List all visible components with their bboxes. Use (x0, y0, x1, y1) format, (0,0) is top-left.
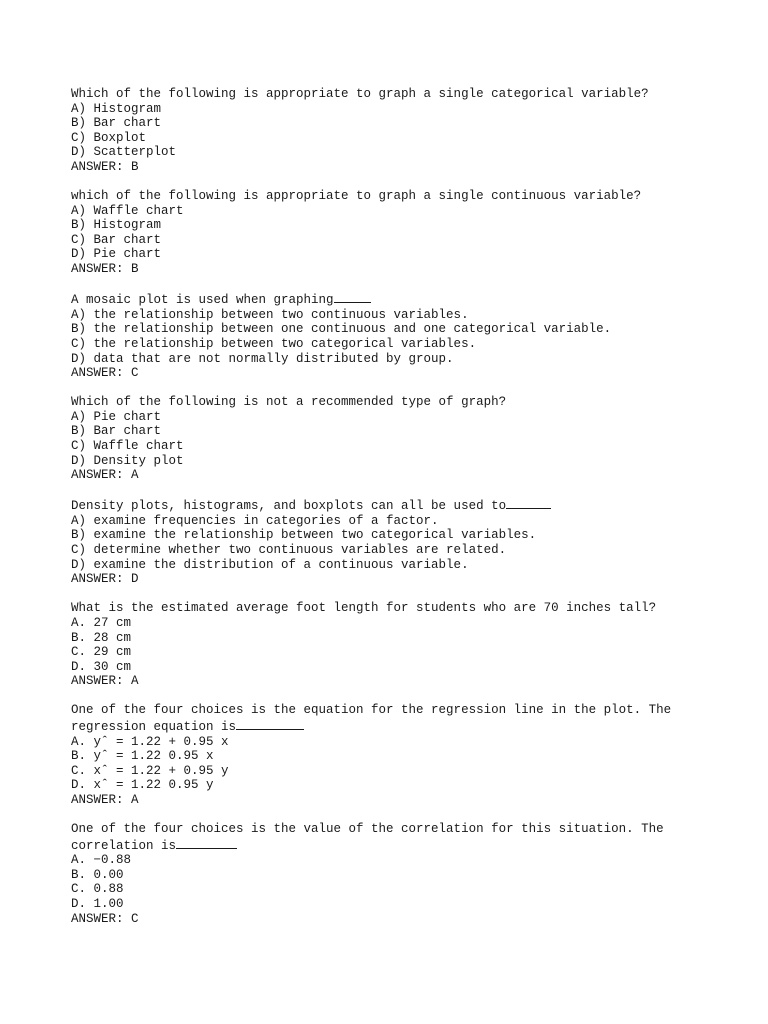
question-3 (71, 291, 711, 381)
answer-option: B) Bar chart (71, 424, 162, 439)
answer-key: ANSWER: A (71, 792, 139, 807)
answer-option: B) the relationship between one continuous and one categorical variable. (71, 322, 612, 337)
answer-option: C) determine whether two continuous variables are related. (71, 543, 507, 558)
answer-option: A. −0.88 (71, 853, 132, 868)
answer-option: A. yˆ = 1.22 + 0.95 x (71, 734, 229, 749)
answer-option: A) Histogram (71, 101, 162, 116)
quiz-content (71, 87, 711, 941)
answer-option: B. yˆ = 1.22 0.95 x (71, 749, 214, 764)
answer-option: A) the relationship between two continuous variables. (71, 307, 469, 322)
answer-key: ANSWER: B (71, 159, 139, 174)
answer-option: C) Boxplot (71, 130, 147, 145)
answer-option: D) examine the distribution of a continuous variable. (71, 557, 469, 572)
answer-option: C) Waffle chart (71, 438, 184, 453)
answer-key: ANSWER: B (71, 262, 139, 277)
answer-option: B) examine the relationship between two categorical variables. (71, 528, 537, 543)
answer-option: B) Bar chart (71, 116, 162, 131)
question-prompt-line (71, 291, 711, 308)
fill-in-blank (506, 497, 551, 509)
answer-option: A. 27 cm (71, 615, 132, 630)
question-prompt: correlation is (71, 838, 177, 853)
answer-option: D. 30 cm (71, 659, 132, 674)
question-8 (71, 822, 711, 926)
answer-option: D) Density plot (71, 453, 184, 468)
fill-in-blank (176, 837, 237, 849)
question-7 (71, 703, 711, 807)
answer-option: A) Waffle chart (71, 203, 184, 218)
fill-in-blank (334, 291, 371, 303)
answer-key: ANSWER: C (71, 911, 139, 926)
answer-option: D. 1.00 (71, 897, 124, 911)
answer-option: D. xˆ = 1.22 0.95 y (71, 778, 214, 793)
question-5 (71, 497, 711, 587)
question-prompt: What is the estimated average foot length for students who are 70 inches tall? (71, 601, 657, 616)
question-1 (71, 87, 711, 175)
question-prompt: which of the following is appropriate to graph a single continuous variable? (71, 189, 642, 204)
question-prompt: A mosaic plot is used when graphing (71, 293, 334, 308)
answer-option: C. 0.88 (71, 882, 124, 897)
answer-option: C) the relationship between two categorical variables. (71, 336, 477, 351)
question-prompt: Density plots, histograms, and boxplots can all be used to (71, 499, 507, 514)
question-prompt: One of the four choices is the equation for the regression line in the plot. The (71, 703, 672, 718)
answer-key: ANSWER: C (71, 366, 139, 381)
answer-option: B) Histogram (71, 218, 162, 233)
answer-key: ANSWER: A (71, 674, 139, 689)
answer-key: ANSWER: D (71, 572, 139, 587)
question-prompt: Which of the following is appropriate to graph a single categorical variable? (71, 87, 649, 101)
answer-option: D) Scatterplot (71, 145, 177, 160)
answer-option: C. 29 cm (71, 645, 132, 660)
answer-option: A) Pie chart (71, 409, 162, 424)
question-2 (71, 189, 711, 277)
answer-option: C. xˆ = 1.22 + 0.95 y (71, 763, 229, 778)
question-prompt-line (71, 837, 711, 854)
question-6 (71, 601, 711, 689)
answer-option: D) data that are not normally distributed by group. (71, 351, 454, 366)
answer-option: A) examine frequencies in categories of a factor. (71, 513, 439, 528)
question-prompt-line (71, 497, 711, 514)
answer-option: D) Pie chart (71, 247, 162, 262)
question-prompt-line (71, 718, 711, 735)
question-prompt: Which of the following is not a recommended type of graph? (71, 395, 507, 410)
answer-option: B. 0.00 (71, 867, 124, 882)
answer-key: ANSWER: A (71, 468, 139, 483)
question-prompt: One of the four choices is the value of the correlation for this situation. The (71, 822, 664, 837)
answer-option: C) Bar chart (71, 232, 162, 247)
answer-option: B. 28 cm (71, 630, 132, 645)
fill-in-blank (236, 718, 304, 730)
question-4 (71, 395, 711, 483)
question-prompt: regression equation is (71, 719, 237, 734)
